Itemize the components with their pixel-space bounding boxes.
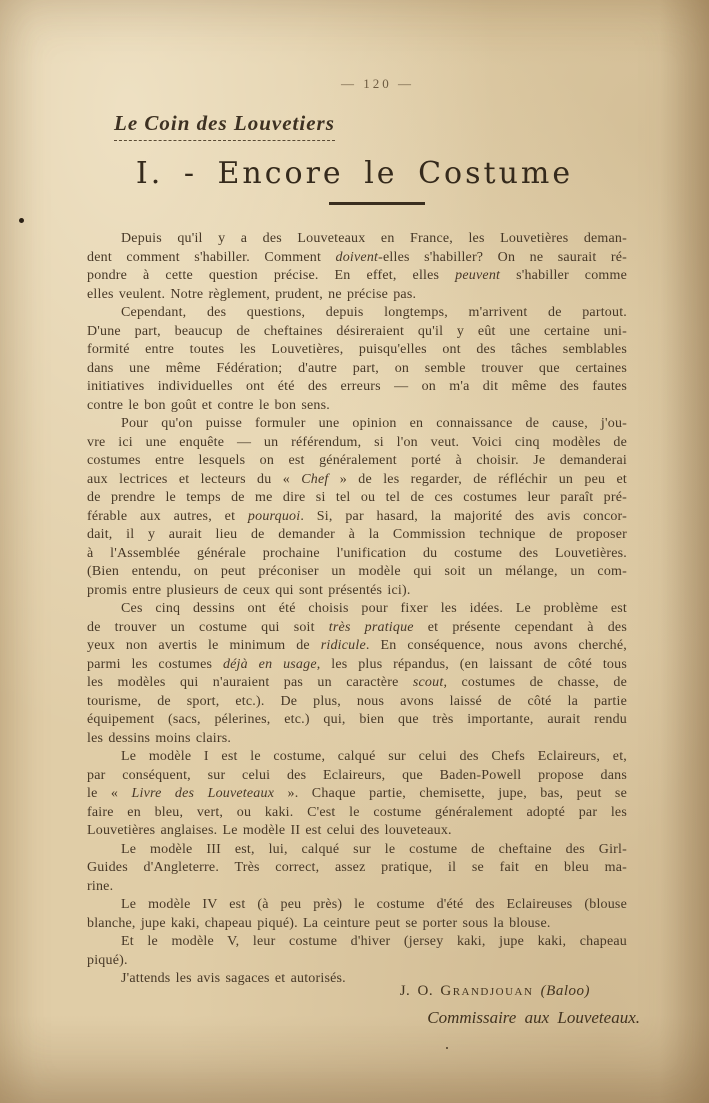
signature-role: Commissaire aux Louveteaux. (427, 1008, 640, 1027)
text-line: Le modèle I est le costume, calqué sur celui des Chefs Eclaireurs, et, (121, 749, 627, 764)
text-line: à l'Assemblée générale prochaine l'unification du costume des Louvetières. (87, 545, 627, 561)
text-line: les modèles qui n'auraient pas un caractère scout, costumes de chasse, de (87, 675, 627, 690)
paragraph (87, 600, 627, 748)
text-line: par conséquent, sur celui des Eclaireurs, que Baden-Powell propose dans (87, 767, 627, 783)
signature-author (400, 983, 590, 1000)
text-line: costumes entre lesquels on est généralement porté à choisir. Je demanderai (87, 453, 627, 468)
text-line: de prendre le temps de me dire si tel ou tel de ces costumes leur paraît pré- (87, 490, 627, 505)
text-line: formité entre toutes les Louvetières, puisqu'elles ont des tâches semblables (87, 342, 627, 357)
text-line: Le modèle III est, lui, calqué sur le costume de cheftaine des Girl- (121, 841, 627, 857)
text-line: piqué). (87, 952, 128, 968)
text-line: Le modèle IV est (à peu près) le costume d'été des Eclaireuses (blouse (121, 897, 627, 912)
ink-speck (446, 1047, 448, 1049)
text-line: tourisme, de sport, etc.). De plus, nous avons laissé de côté la partie (87, 693, 627, 709)
text-line: aux lectrices et lecteurs du « Chef » de les regarder, de réfléchir un peu et (87, 471, 627, 487)
text-line: Ces cinq dessins ont été choisis pour fixer les idées. Le problème est (121, 601, 627, 616)
page-number: — 120 — (341, 76, 414, 91)
paragraph (87, 841, 627, 897)
text-line: J'attends les avis sagaces et autorisés. (121, 971, 346, 986)
paragraph (87, 230, 627, 304)
paragraph (87, 748, 627, 841)
paragraph (87, 896, 627, 933)
text-line: promis entre plusieurs de ceux qui sont présentés ici). (87, 582, 411, 598)
article-body (87, 230, 627, 989)
text-line: D'une part, beaucup de cheftaines désireraient qu'il y eût une certaine uni- (87, 323, 627, 339)
text-line: parmi les costumes déjà en usage, les plus répandus, (en laissant de côté tous (87, 656, 627, 672)
text-line: contre le bon goût et contre le bon sens. (87, 397, 330, 413)
text-line: Cependant, des questions, depuis longtemps, m'arrivent de partout. (121, 305, 627, 320)
paragraph (87, 933, 627, 970)
text-line: Louvetières anglaises. Le modèle II est celui des louveteaux. (87, 823, 452, 838)
text-line: équipement (sacs, pélerines, etc.) qui, bien que très importante, aurait rendu (87, 712, 627, 727)
paragraph (87, 415, 627, 600)
text-line: blanche, jupe kaki, chapeau piqué). La ceinture peut se porter sous la blouse. (87, 915, 551, 931)
text-line: Depuis qu'il y a des Louveteaux en France, les Louvetières deman- (121, 231, 627, 246)
text-line: rine. (87, 878, 114, 894)
signature-surname: Grandjouan (440, 983, 534, 999)
text-line: initiatives individuelles ont été des erreurs — on m'a dit même des fautes (87, 379, 627, 394)
title-underline-decoration (329, 202, 425, 205)
text-line: le « Livre des Louveteaux ». Chaque partie, chemisette, jupe, bas, peut se (87, 786, 627, 801)
signature-initials: J. O. (399, 983, 434, 999)
section-header (114, 111, 335, 141)
text-line: Et le modèle V, leur costume d'hiver (jersey kaki, jupe kaki, chapeau (121, 934, 627, 949)
paragraph (87, 304, 627, 415)
text-line: vre ici une enquête — un référendum, si l'on veut. Voici cinq modèles de (87, 434, 627, 450)
text-line: dait, il y aurait lieu de demander à la Commission technique de proposer (87, 527, 627, 542)
text-line: (Bien entendu, on peut préconiser un modèle qui soit un mélange, un com- (87, 564, 627, 579)
section-title: Le Coin des Louvetiers (114, 111, 335, 135)
text-line: dans une même Fédération; d'autre part, on semble trouver que certaines (87, 360, 627, 376)
text-line: yeux non avertis le minimum de ridicule. En conséquence, nous avons cherché, (87, 638, 627, 653)
article-title: I. - Encore le Costume (135, 156, 574, 191)
text-line: dent comment s'habiller. Comment doivent-elles s'habiller? On ne saurait ré- (87, 249, 627, 265)
text-line: Guides d'Angleterre. Très correct, assez pratique, il se fait en bleu ma- (87, 860, 627, 875)
signature-alias: (Baloo) (540, 983, 590, 999)
text-line: de trouver un costume qui soit très pratique et présente cependant à des (87, 619, 627, 635)
text-line: les dessins moins clairs. (87, 730, 232, 746)
ink-spot (19, 218, 24, 223)
text-line: faire en bleu, vert, ou kaki. C'est le costume généralement adopté par les (87, 804, 627, 820)
text-line: Pour qu'on puisse formuler une opinion en connaissance de cause, j'ou- (121, 416, 627, 431)
text-line: pondre à cette question précise. En effet, elles peuvent s'habiller comme (87, 268, 627, 283)
text-line: férable aux autres, et pourquoi. Si, par hasard, la majorité des avis concor- (87, 508, 627, 524)
text-line: elles veulent. Notre règlement, prudent, ne précise pas. (87, 286, 417, 302)
